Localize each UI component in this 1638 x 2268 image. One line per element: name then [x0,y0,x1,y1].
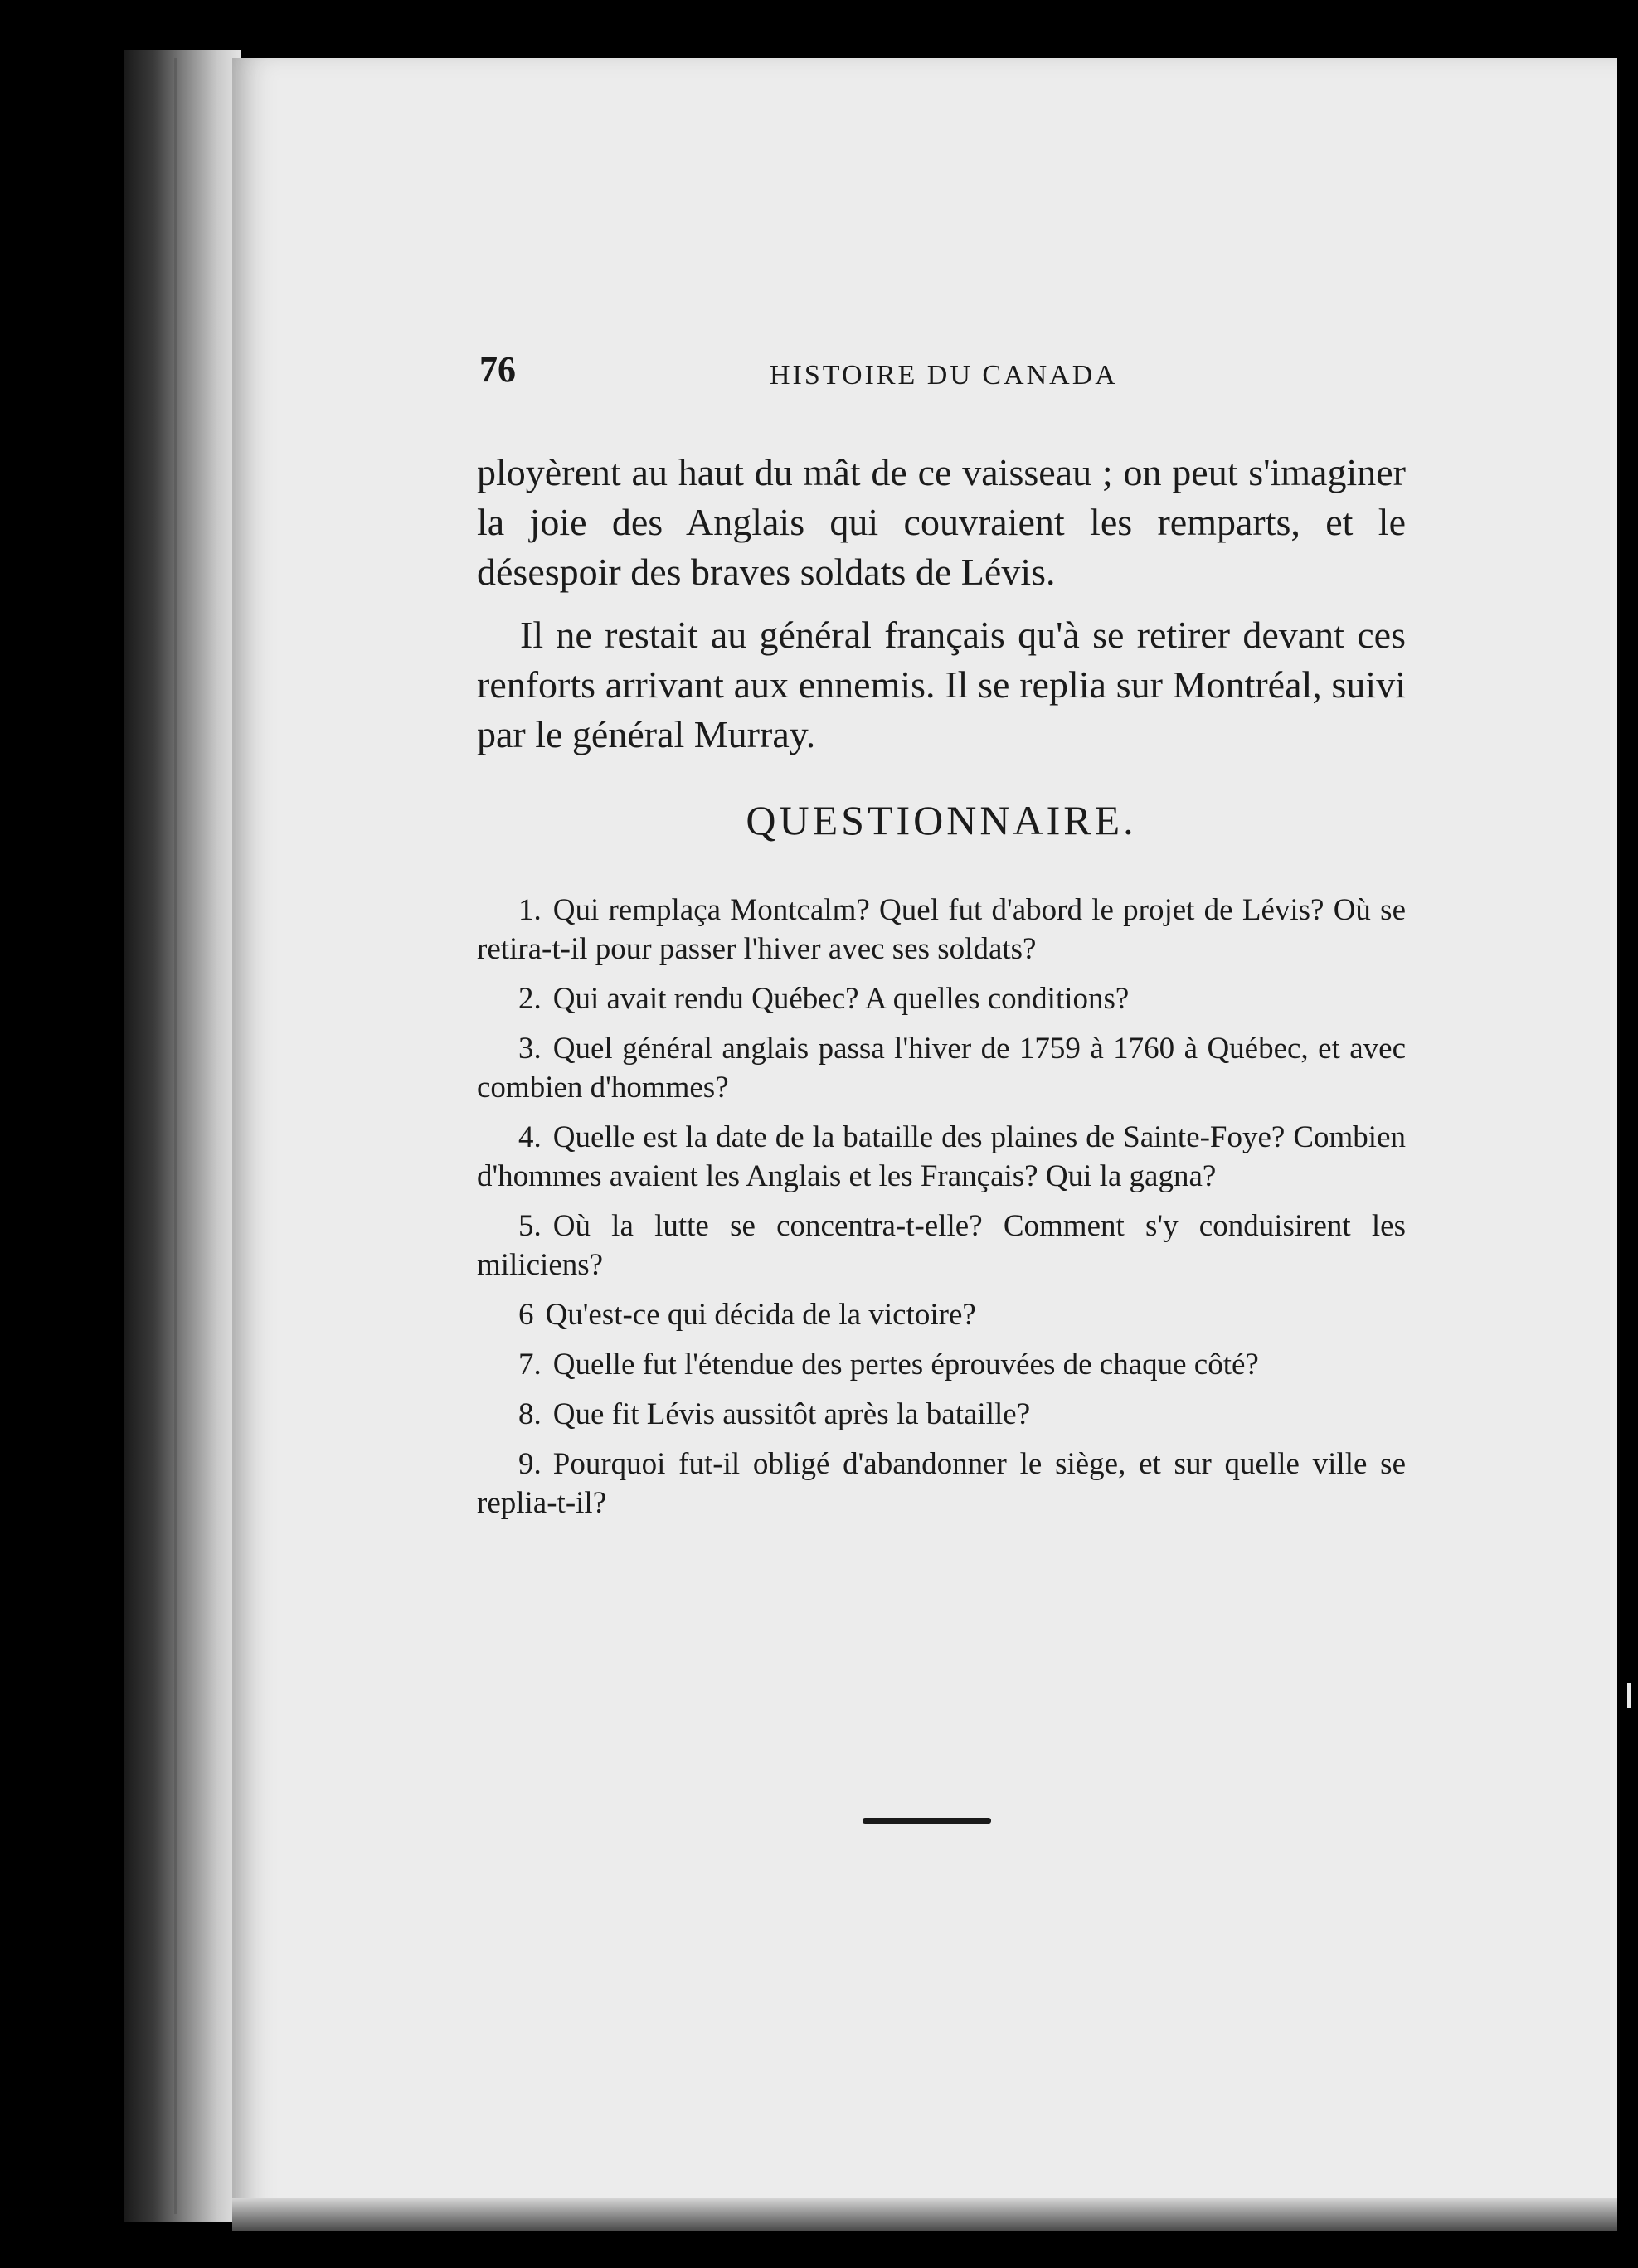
question-item [477,979,1406,1018]
question-item [477,1295,1406,1334]
page-number: 76 [479,349,516,390]
question-number: 9. [518,1447,542,1481]
book-spine-shadow [124,50,241,2222]
question-text: Quelle fut l'étendue des pertes éprouvées de chaque côté? [552,1348,1259,1382]
question-text: Qui remplaça Montcalm? Quel fut d'abord le projet de Lévis? Où se retira-t-il pour passer l'hiver avec ses soldats? [477,893,1406,966]
question-number: 1. [518,893,542,927]
paragraph-continuation: ployèrent au haut du mât de ce vaisseau ; on peut s'imaginer la joie des Anglais qui couvraient les remparts, et le désespoir des braves soldats de Lévis. [477,451,1406,593]
question-number: 3. [518,1032,542,1066]
page-header [479,348,1408,398]
question-text: Où la lutte se concentra-t-elle? Comment s'y conduisirent les miliciens? [477,1209,1406,1282]
question-number: 7. [518,1348,542,1382]
end-of-chapter-rule [863,1818,991,1824]
question-number: 4. [518,1120,542,1154]
question-text: Quel général anglais passa l'hiver de 1759 à 1760 à Québec, et avec combien d'hommes? [477,1032,1406,1105]
question-text: Que fit Lévis aussitôt après la bataille? [552,1397,1031,1431]
question-text: Pourquoi fut-il obligé d'abandonner le siège, et sur quelle ville se replia-t-il? [477,1447,1406,1520]
questionnaire-title: QUESTIONNAIRE. [746,797,1137,843]
question-item [477,1029,1406,1107]
question-number: 8. [518,1397,542,1431]
question-text: Quelle est la date de la bataille des plaines de Sainte-Foye? Combien d'hommes avaient les Anglais et les Français? Qui la gagna? [477,1120,1406,1193]
paragraph-retreat: Il ne restait au général français qu'à se retirer devant ces renforts arrivant aux ennemis. Il se replia sur Montréal, suivi par le général Murray. [477,614,1406,755]
question-number: 2. [518,982,542,1016]
page-body [477,448,1406,1533]
question-item [477,1395,1406,1434]
question-number: 5. [518,1209,542,1243]
running-head: HISTOIRE DU CANADA [770,360,1118,391]
spine-crease [174,58,177,2214]
question-item [477,891,1406,969]
question-item [477,1118,1406,1196]
questionnaire-list [477,891,1406,1523]
question-item [477,1445,1406,1523]
question-item [477,1207,1406,1285]
page-edge-mark [1627,1683,1631,1708]
page-bottom-edge [232,2198,1617,2231]
question-item [477,1345,1406,1384]
question-number: 6 [518,1298,534,1332]
question-text: Qu'est-ce qui décida de la victoire? [545,1298,976,1332]
question-text: Qui avait rendu Québec? A quelles conditions? [552,982,1130,1016]
